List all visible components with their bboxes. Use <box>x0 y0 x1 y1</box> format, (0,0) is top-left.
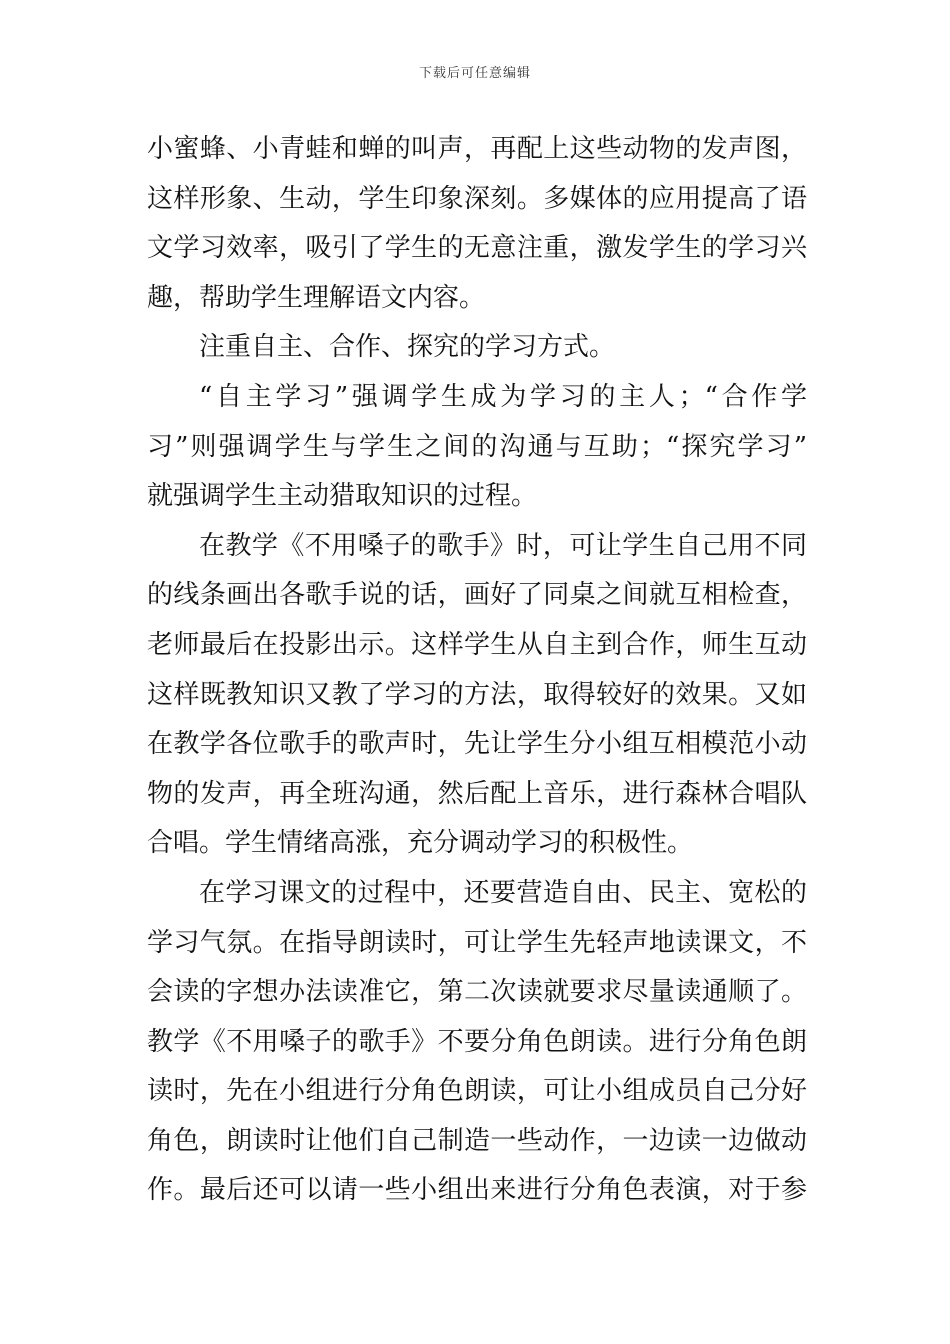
paragraph-line: 在教学《不用嗓子的歌手》时，可让学生自己用不同 <box>199 530 807 561</box>
paragraph-line: 作。最后还可以请一些小组出来进行分角色表演，对于参 <box>147 1175 807 1206</box>
document-body <box>147 125 807 1216</box>
paragraph-line: 学习气氛。在指导朗读时，可让学生先轻声地读课文，不 <box>147 927 807 958</box>
paragraph-line: 合唱。学生情绪高涨，充分调动学习的积极性。 <box>147 828 694 859</box>
paragraph-line: 的线条画出各歌手说的话，画好了同桌之间就互相检查， <box>147 580 807 611</box>
paragraph-line: 就强调学生主动猎取知识的过程。 <box>147 481 538 512</box>
paragraph-line: 这样形象、生动，学生印象深刻。多媒体的应用提高了语 <box>147 183 807 214</box>
page-header: 下载后可任意编辑 <box>418 66 531 81</box>
paragraph-line: 老师最后在投影出示。这样学生从自主到合作，师生互动 <box>147 629 807 660</box>
paragraph-line: 会读的字想办法读准它，第二次读就要求尽量读通顺了。 <box>147 977 807 1008</box>
paragraph-line: 文学习效率，吸引了学生的无意注重，激发学生的学习兴 <box>147 233 807 264</box>
paragraph-line: 趣，帮助学生理解语文内容。 <box>147 282 486 313</box>
paragraph-line: 教学《不用嗓子的歌手》不要分角色朗读。进行分角色朗 <box>147 1026 807 1057</box>
paragraph-line: 小蜜蜂、小青蛙和蝉的叫声，再配上这些动物的发声图， <box>147 134 807 164</box>
paragraph-line: 在学习课文的过程中，还要营造自由、民主、宽松的 <box>199 877 807 908</box>
paragraph-line: 这样既教知识又教了学习的方法，取得较好的效果。又如 <box>147 679 807 710</box>
paragraph-line: 在教学各位歌手的歌声时，先让学生分小组互相模范小动 <box>147 729 807 760</box>
paragraph-line: “自主学习”强调学生成为学习的主人；“合作学 <box>199 381 807 412</box>
paragraph-line: 注重自主、合作、探究的学习方式。 <box>199 332 616 363</box>
paragraph-line: 读时，先在小组进行分角色朗读，可让小组成员自己分好 <box>147 1076 807 1107</box>
paragraph-line: 习”则强调学生与学生之间的沟通与互助；“探究学习” <box>147 431 807 462</box>
paragraph-line: 角色，朗读时让他们自己制造一些动作，一边读一边做动 <box>147 1125 807 1156</box>
paragraph-line: 物的发声，再全班沟通，然后配上音乐，进行森林合唱队 <box>147 778 807 809</box>
